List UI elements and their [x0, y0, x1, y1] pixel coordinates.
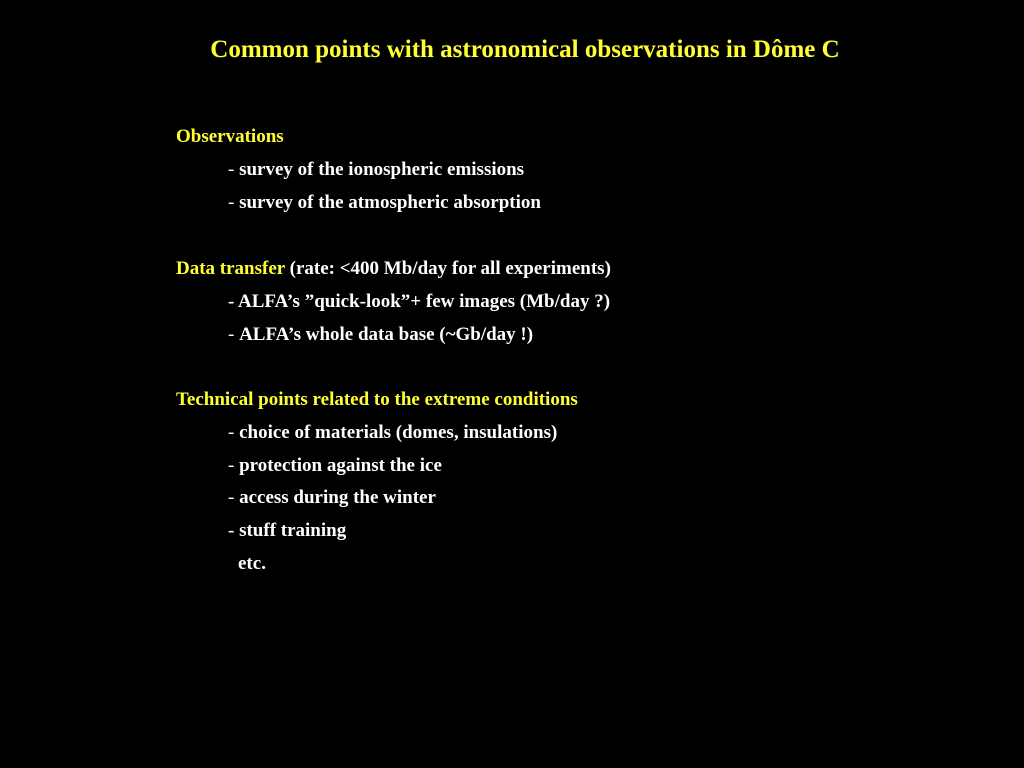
bullet-dash: -: [228, 324, 240, 345]
bullet-dash: -: [228, 422, 240, 443]
list-item-text: access during the winter: [239, 487, 436, 508]
list-item-text: stuff training: [239, 520, 347, 541]
list-item-text: ALFA’s ”quick-look”+ few images (Mb/day ?): [238, 291, 611, 312]
list-item: [228, 158, 524, 182]
list-item-text: choice of materials (domes, insulations): [239, 422, 558, 443]
section-heading-observations: Observations: [176, 126, 284, 147]
bullet-dash: -: [228, 455, 240, 476]
bullet-dash: -: [228, 291, 239, 312]
list-item-text: ALFA’s whole data base (~Gb/day !): [239, 324, 534, 345]
list-item: [228, 454, 442, 478]
section-heading-technical-points: Technical points related to the extreme conditions: [176, 389, 578, 410]
bullet-dash: -: [228, 520, 240, 541]
list-item: [228, 191, 541, 215]
list-item-text: survey of the ionospheric emissions: [239, 159, 525, 180]
list-item: [228, 323, 533, 347]
bullet-dash: -: [228, 487, 240, 508]
section-heading-data-transfer: [176, 257, 611, 281]
list-item: [228, 519, 346, 543]
slide-title: Common points with astronomical observations in Dôme C: [210, 36, 840, 63]
list-item-text: protection against the ice: [239, 455, 442, 476]
list-trailer-etc: etc.: [238, 553, 266, 574]
list-item-text: survey of the atmospheric absorption: [239, 192, 541, 213]
list-item: [228, 486, 436, 510]
list-item: [228, 421, 557, 445]
bullet-dash: -: [228, 192, 240, 213]
bullet-dash: -: [228, 159, 240, 180]
section-heading-suffix: (rate: <400 Mb/day for all experiments): [289, 258, 611, 279]
section-heading-label: Data transfer: [176, 258, 285, 279]
list-item: [228, 290, 610, 314]
